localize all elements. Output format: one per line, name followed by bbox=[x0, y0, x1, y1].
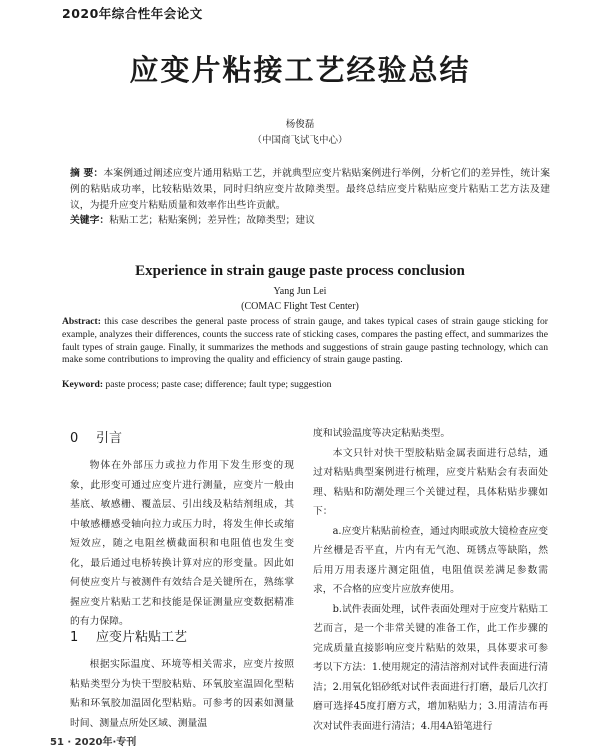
process-body bbox=[70, 655, 294, 733]
abstract-en-text: this case describes the general paste process of strain gauge, and takes typical cases of strain gauge sticking for example, analyzes their differences, counts the success rate of sticking cases, compares the pasting effect, and summarizes the fault types of strain gauge. Finally, it summarizes the methods and suggestions of strain gauge pasting technology, which can make some contributions to improving the quality and efficiency of strain gauge pasting. bbox=[62, 316, 548, 366]
keywords-en-label: Keyword: bbox=[62, 379, 104, 390]
paragraph: 根据实际温度、环境等相关需求，应变片按照粘贴类型分为快干型胶粘贴、环氧胶室温固化型粘贴和环氧胶加温固化型粘贴。可参考的因素如测量时间、测量点所处区域、测量温 bbox=[70, 659, 294, 729]
keywords-en bbox=[62, 379, 548, 392]
paragraph: 本文只针对快干型胶粘贴金属表面进行总结，通过对粘贴典型案例进行梳理，应变片粘贴会有表面处理、粘贴和防潮处理三个关键过程，具体粘贴步骤如下： bbox=[313, 447, 548, 517]
section-number: 0 bbox=[70, 431, 79, 446]
keywords-en-text: paste process; paste case; difference; fault type; suggestion bbox=[103, 379, 332, 390]
right-column bbox=[313, 424, 548, 736]
keywords-cn-text: 粘贴工艺；粘贴案例；差异性；故障类型；建议 bbox=[109, 215, 315, 226]
keywords-cn-label: 关键字： bbox=[70, 215, 110, 226]
introduction-body bbox=[70, 456, 294, 632]
section-heading-introduction bbox=[70, 427, 122, 446]
paragraph-step-a: a.应变片粘贴前检查，通过肉眼或放大镜检查应变片丝栅是否平直，片内有无气泡、斑锈点等缺陷，然后用万用表逐片测定阻值，电阻值误差满足参数需求，不合格的应变片应放弃使用。 bbox=[313, 525, 548, 595]
section-title: 应变片粘贴工艺 bbox=[96, 630, 188, 645]
abstract-cn bbox=[70, 166, 550, 214]
paragraph-step-b: b.试件表面处理，试件表面处理对于应变片粘贴工艺而言，是一个非常关键的准备工作，此工作步骤的完成质量直接影响应变片粘贴的效果，具体要求可参考以下方法：1.使用规定的清洁溶剂对试件表面进行清洁；2.用氧化铝砂纸对试件表面进行打磨，最后几次打磨可选择45度打磨方式，增加粘贴力；3.用清洁布再次对试件表面进行清洁；4.用4A铅笔进行 bbox=[313, 603, 548, 732]
paper-title-en: Experience in strain gauge paste process conclusion bbox=[135, 263, 465, 279]
section-number: 1 bbox=[70, 630, 79, 645]
keywords-cn bbox=[70, 213, 550, 229]
paper-title-cn: 应变片粘接工艺经验总结 bbox=[129, 53, 471, 87]
abstract-en bbox=[62, 316, 548, 367]
abstract-cn-label: 摘 要： bbox=[70, 168, 104, 179]
section-heading-process bbox=[70, 626, 187, 645]
author-en: Yang Jun Lei bbox=[273, 286, 327, 297]
abstract-cn-text: 本案例通过阐述应变片通用粘贴工艺，并就典型应变片粘贴案例进行举例，分析它们的差异性，统计案例的粘贴成功率，比较粘贴效果，同时归纳应变片故障类型。最终总结应变片粘贴应变片粘贴工艺方法及建议，为提升应变片粘贴质量和效率作出些许贡献。 bbox=[70, 168, 551, 211]
paragraph-continued: 度和试验温度等决定粘贴类型。 bbox=[313, 428, 451, 439]
author-cn: 杨俊磊 bbox=[285, 119, 315, 130]
page-footer: 51 · 2020年·专刊 bbox=[50, 737, 137, 748]
abstract-en-label: Abstract: bbox=[62, 316, 101, 327]
paragraph: 物体在外部压力或拉力作用下发生形变的现象，此形变可通过应变片进行测量，应变片一般由基底、敏感栅、覆盖层、引出线及粘结剂组成，其中敏感栅感受轴向拉力或压力时，将发生伸长或缩短效应，随之电阻丝横截面积和电阻值也发生变化，最后通过电桥转换计算对应的形变量。因此如何使应变片与被测件有效结合是关键所在，熟练掌握应变片粘贴工艺和技能是保证测量应变数据精准的有力保障。 bbox=[70, 460, 294, 627]
section-title: 引言 bbox=[96, 431, 123, 446]
affiliation-cn: （中国商飞试飞中心） bbox=[252, 135, 348, 146]
affiliation-en: (COMAC Flight Test Center) bbox=[241, 301, 359, 312]
journal-header: 2020年综合性年会论文 bbox=[62, 6, 203, 21]
